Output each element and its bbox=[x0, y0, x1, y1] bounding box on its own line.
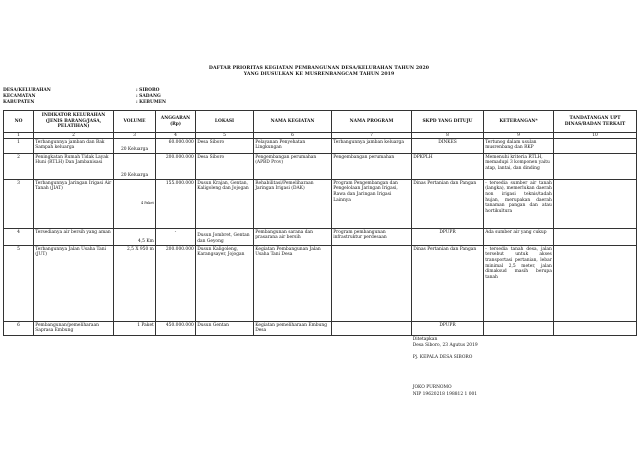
cell-no: 5 bbox=[4, 246, 34, 322]
column-number: 4 bbox=[156, 133, 196, 139]
cell-tandatangan bbox=[554, 246, 637, 322]
cell-skpd: DINKES bbox=[412, 139, 484, 154]
cell-no: 2 bbox=[4, 154, 34, 180]
document-subtitle: YANG DIUSULKAN KE MUSRENBANGCAM TAHUN 2019 bbox=[243, 72, 395, 77]
col-header-keterangan: KETERANGAN* bbox=[484, 111, 554, 133]
cell-tandatangan bbox=[554, 154, 637, 180]
meta-kabupaten-label: KABUPATEN bbox=[3, 100, 35, 105]
column-number: 9 bbox=[484, 133, 554, 139]
cell-program bbox=[332, 322, 412, 336]
column-number: 5 bbox=[196, 133, 254, 139]
col-header-skpd: SKPD YANG DITUJU bbox=[412, 111, 484, 133]
signature-established: Ditetapkan bbox=[412, 336, 438, 342]
cell-program: Program pembangunan infrastruktur perdesaan bbox=[332, 229, 412, 246]
cell-kegiatan: Pembangunan sarana dan prasarana air bersih bbox=[254, 229, 332, 246]
cell-indikator: Peningkatan Rumah Tidak Layak Huni (RTLH) Dan Jambanisasi bbox=[34, 154, 114, 180]
cell-skpd: DPUPR bbox=[412, 322, 484, 336]
cell-program: Program Pengembangan dan Pengelolaan Jaringan Irigasi, Rawa dan Jaringan Irigasi Lainnya bbox=[332, 180, 412, 229]
cell-anggaran: 200.000.000 bbox=[156, 154, 196, 180]
cell-volume: 1 Paket bbox=[114, 322, 156, 336]
cell-skpd: Dinas Pertanian dan Pangan bbox=[412, 180, 484, 229]
col-header-program: NAMA PROGRAM bbox=[332, 111, 412, 133]
cell-keterangan: - tersedia sumber air tanah (langka), memerlukan daerah non irigasi teknis/tadah hujan, merupakan daerah tanaman pangan dan atau hortikultura bbox=[484, 180, 554, 229]
priority-table bbox=[3, 110, 637, 398]
signature-row bbox=[4, 336, 637, 399]
cell-lokasi: Dusun Gentan bbox=[196, 322, 254, 336]
meta-kecamatan-label: KECAMATAN bbox=[3, 94, 36, 99]
column-number: 6 bbox=[254, 133, 332, 139]
cell-lokasi: Desa Siboro bbox=[196, 154, 254, 180]
cell-program: Pengembangan perumahan bbox=[332, 154, 412, 180]
cell-volume: 4 Paket bbox=[114, 180, 156, 229]
cell-no: 4 bbox=[4, 229, 34, 246]
cell-skpd: DPKPLH bbox=[412, 154, 484, 180]
table-row bbox=[4, 180, 637, 229]
col-header-volume: VOLUME bbox=[114, 111, 156, 133]
cell-indikator: Pembangunan/pemeliharaan Saprasa Embung bbox=[34, 322, 114, 336]
meta-desa-value: : SIBORO bbox=[136, 88, 160, 93]
table-header-row bbox=[4, 111, 637, 133]
cell-indikator: Terbangunnya jamban dan Bak Sampah keluarga bbox=[34, 139, 114, 154]
column-number: 8 bbox=[412, 133, 484, 139]
column-number: 10 bbox=[554, 133, 637, 139]
cell-anggaran: 200.000.000 bbox=[156, 246, 196, 322]
cell-anggaran: 155.000.000 bbox=[156, 180, 196, 229]
cell-keterangan bbox=[484, 322, 554, 336]
meta-kabupaten-value: : KEBUMEN bbox=[136, 100, 167, 105]
meta-kecamatan bbox=[3, 94, 161, 99]
cell-program: Terbangunnya jamban keluarga bbox=[332, 139, 412, 154]
cell-volume: 2,5 X 950 m bbox=[114, 246, 156, 322]
cell-program bbox=[332, 246, 412, 322]
cell-volume: 20 Keluarga bbox=[114, 139, 156, 154]
column-number: 3 bbox=[114, 133, 156, 139]
signature-block bbox=[412, 336, 637, 399]
column-number: 1 bbox=[4, 133, 34, 139]
cell-kegiatan: Pengembangan perumahan (APBD Prov) bbox=[254, 154, 332, 180]
meta-kecamatan-value: : SADANG bbox=[136, 94, 161, 99]
cell-anggaran: 60.000.000 bbox=[156, 139, 196, 154]
signature-spacer bbox=[4, 336, 412, 399]
signature-place-date: Desa Siboro, 23 Agutus 2019 bbox=[412, 342, 478, 348]
cell-tandatangan bbox=[554, 180, 637, 229]
col-header-anggaran: ANGGARAN (Rp) bbox=[156, 111, 196, 133]
cell-tandatangan bbox=[554, 229, 637, 246]
cell-keterangan: Tertunog dalam usulan musrenbang dan RKP bbox=[484, 139, 554, 154]
table-row bbox=[4, 246, 637, 322]
cell-kegiatan: Rehabilitasi/Pemeliharaan Jaringan Irigasi (DAK) bbox=[254, 180, 332, 229]
cell-tandatangan bbox=[554, 139, 637, 154]
cell-lokasi: Dusun Kaligoleng, Karangsayer, Jojogan bbox=[196, 246, 254, 322]
signature-nip: NIP 19620218 198812 1 001 bbox=[412, 391, 478, 397]
column-number: 7 bbox=[332, 133, 412, 139]
cell-volume: 4,5 Km bbox=[114, 229, 156, 246]
meta-desa bbox=[3, 88, 159, 93]
table-row bbox=[4, 139, 637, 154]
cell-no: 6 bbox=[4, 322, 34, 336]
meta-desa-label: DESA/KELURAHAN bbox=[3, 88, 51, 93]
cell-anggaran: - bbox=[156, 229, 196, 246]
cell-indikator: Terbangunnya Jalan Usaha Tani (JUT) bbox=[34, 246, 114, 322]
cell-no: 3 bbox=[4, 180, 34, 229]
cell-volume: 20 Keluarga bbox=[114, 154, 156, 180]
meta-kabupaten bbox=[3, 100, 166, 105]
col-header-indikator: INDIKATOR KELURAHAN (JENIS BARANG/JASA, PELATIHAN) bbox=[34, 111, 114, 133]
signature-name: JOKO PURNOMO bbox=[412, 385, 452, 391]
cell-lokasi: Desa Siboro bbox=[196, 139, 254, 154]
cell-tandatangan bbox=[554, 322, 637, 336]
cell-keterangan: Ada sumber air yang cukup bbox=[484, 229, 554, 246]
cell-kegiatan: Kegiatan Pembangunan Jalan Usaha Tani Desa bbox=[254, 246, 332, 322]
cell-skpd: Dinas Pertanian dan Pangan bbox=[412, 246, 484, 322]
cell-keterangan: Memenuhi kriteria RTLH, memadupi 3 komponen yaitu atap, lantai, dan dinding bbox=[484, 154, 554, 180]
document-title: DAFTAR PRIORITAS KEGIATAN PEMBANGUNAN DESA/KELURAHAN TAHUN 2020 bbox=[208, 66, 430, 71]
col-header-tandatangan: TANDATANGAN UPT DINAS/BADAN TERKAIT bbox=[554, 111, 637, 133]
cell-lokasi: Dusun Krajan, Gentan, Kaligoleng dan Jojogan bbox=[196, 180, 254, 229]
cell-keterangan: - tersedia tanah desa, jalan tersebut untuk akses transportasi pertanian, lebar minimal 2,5 meter, jalan dimaksud masih berupa tanah bbox=[484, 246, 554, 322]
col-header-kegiatan: NAMA KEGIATAN bbox=[254, 111, 332, 133]
cell-lokasi: Dusun Jombret, Gentan dan Geyong bbox=[196, 229, 254, 246]
cell-kegiatan: Pelayanan Penyehatan Lingkungan bbox=[254, 139, 332, 154]
cell-indikator: Terbangunnya Jaringan Irigasi Air Tanah (JIAT) bbox=[34, 180, 114, 229]
col-header-no: NO bbox=[4, 111, 34, 133]
cell-kegiatan: Kegiatan pemeliharaan Embung Desa bbox=[254, 322, 332, 336]
table-row bbox=[4, 322, 637, 336]
table-row bbox=[4, 229, 637, 246]
signature-role: Pj. KEPALA DESA SIBORO bbox=[412, 355, 473, 361]
cell-indikator: Tersedianya air bersih yang aman bbox=[34, 229, 114, 246]
table-row bbox=[4, 154, 637, 180]
col-header-lokasi: LOKASI bbox=[196, 111, 254, 133]
cell-no: 1 bbox=[4, 139, 34, 154]
cell-anggaran: 450.000.000 bbox=[156, 322, 196, 336]
column-number: 2 bbox=[34, 133, 114, 139]
cell-skpd: DPUPR bbox=[412, 229, 484, 246]
